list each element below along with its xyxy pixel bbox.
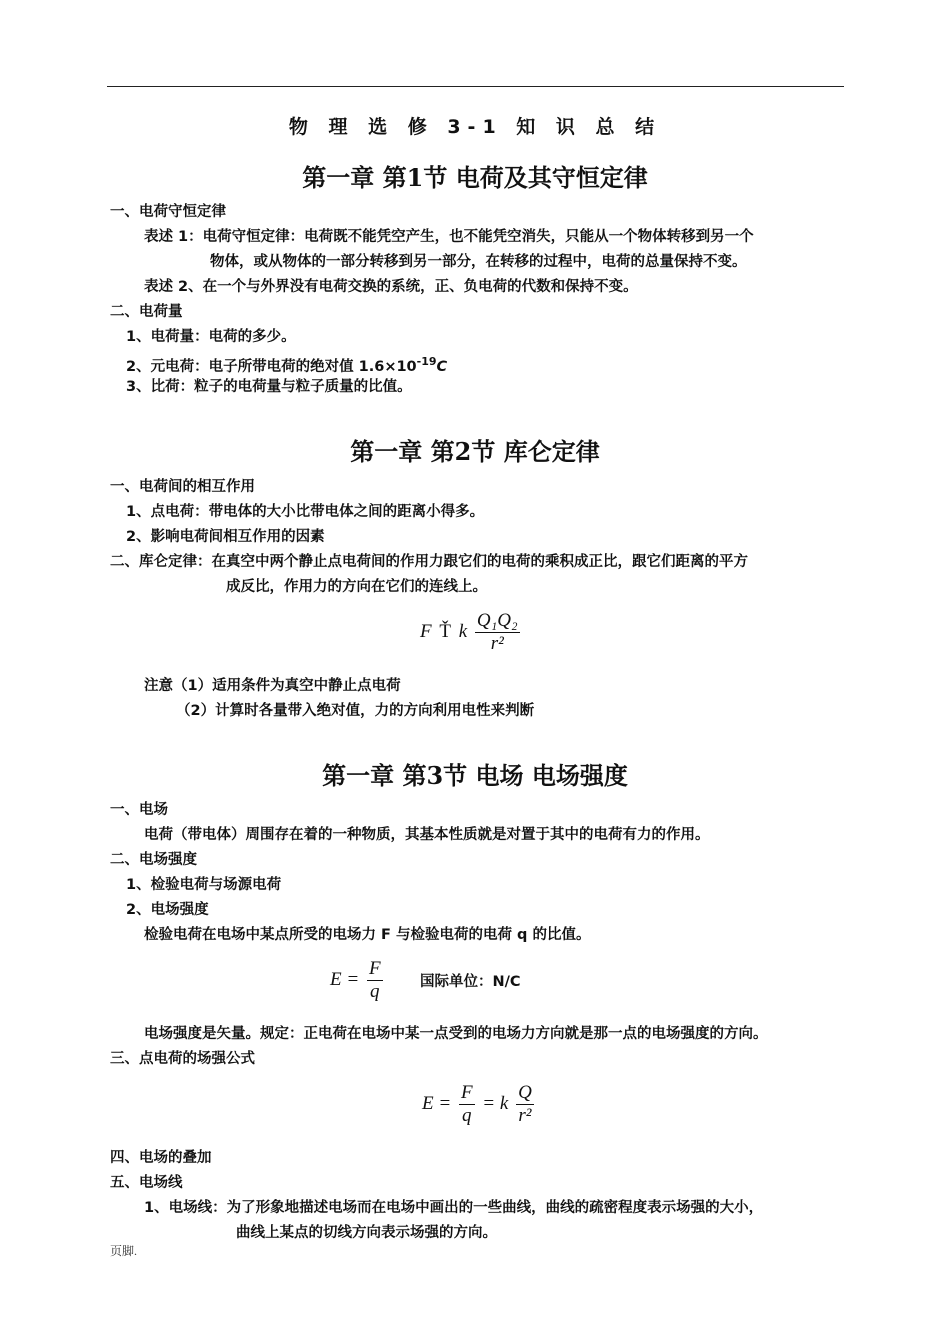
point-charge-field-formula (422, 1082, 537, 1127)
sec2-line-1: 一、电荷间的相互作用 (110, 479, 255, 495)
point-charge-numerator-1: F (460, 1082, 473, 1103)
section-3-heading: 第一章 第3节 电场 电场强度 (322, 761, 628, 790)
coulomb-numerator: Q₁Q₂ (476, 610, 518, 631)
header-rule (107, 86, 844, 87)
field-strength-fraction (367, 958, 383, 1003)
sec1-line-6: 1、电荷量：电荷的多少。 (126, 329, 296, 345)
sec1-line-5: 二、电荷量 (110, 304, 183, 320)
sec3-line-12: 曲线上某点的切线方向表示场强的方向。 (236, 1225, 497, 1241)
field-strength-unit: 国际单位：N/C (420, 974, 521, 990)
point-charge-fraction-1 (459, 1082, 475, 1127)
sec2-line-5: 成反比，作用力的方向在它们的连线上。 (226, 579, 487, 595)
section-2-heading: 第一章 第2节 库仑定律 (350, 437, 600, 466)
field-strength-denominator: q (369, 981, 380, 1002)
sec1-line-8: 3、比荷：粒子的电荷量与粒子质量的比值。 (126, 379, 412, 395)
field-strength-formula (330, 958, 386, 1003)
section-1-heading: 第一章 第1节 电荷及其守恒定律 (302, 163, 648, 192)
sec3-line-11: 1、电场线：为了形象地描述电场而在电场中画出的一些曲线，曲线的疏密程度表示场强的大小， (144, 1200, 764, 1216)
sec3-line-7: 电场强度是矢量。规定：正电荷在电场中某一点受到的电场力方向就是那一点的电场强度的方向。 (144, 1026, 768, 1042)
sec3-line-1: 一、电场 (110, 802, 168, 818)
sec3-line-6: 检验电荷在电场中某点所受的电场力 F 与检验电荷的电荷 q 的比值。 (144, 927, 591, 943)
sec1-line-1: 一、电荷守恒定律 (110, 204, 226, 220)
point-charge-fraction-2 (516, 1082, 534, 1127)
elementary-charge-text: 2、元电荷：电子所带电荷的绝对值 1.6×10 (126, 358, 417, 375)
sec3-line-8: 三、点电荷的场强公式 (110, 1051, 255, 1067)
elementary-charge-unit: C (436, 358, 448, 375)
sec3-line-2: 电荷（带电体）周围存在着的一种物质，其基本性质就是对置于其中的电荷有力的作用。 (144, 827, 710, 843)
sec3-line-5: 2、电场强度 (126, 902, 209, 918)
sec2-note-1: 注意（1）适用条件为真空中静止点电荷 (144, 678, 401, 694)
point-charge-denominator-2: r² (518, 1105, 532, 1126)
coulomb-force-symbol: F (420, 620, 432, 642)
sec1-line-2: 表述 1：电荷守恒定律：电荷既不能凭空产生，也不能凭空消失，只能从一个物体转移到另一个 (144, 229, 754, 245)
field-strength-numerator: F (368, 958, 381, 979)
page-footer: 页脚. (110, 1244, 138, 1258)
coulomb-constant: k (458, 620, 468, 642)
sec3-line-9: 四、电场的叠加 (110, 1150, 212, 1166)
sec2-line-3: 2、影响电荷间相互作用的因素 (126, 529, 325, 545)
coulomb-denominator: r² (490, 633, 504, 654)
sec1-line-7 (126, 352, 447, 377)
document-title: 物 理 选 修 3-1 知 识 总 结 (288, 116, 662, 138)
field-strength-left: E = (330, 968, 360, 990)
point-charge-denominator-1: q (461, 1105, 472, 1126)
sec1-line-3: 物体，或从物体的一部分转移到另一部分，在转移的过程中，电荷的总量保持不变。 (210, 254, 747, 270)
sec2-note-2: （2）计算时各量带入绝对值，力的方向利用电性来判断 (176, 703, 535, 719)
coulomb-formula (420, 610, 523, 655)
coulomb-relation-symbol: Ť (439, 620, 451, 642)
sec2-line-4: 二、库仑定律：在真空中两个静止点电荷间的作用力跟它们的电荷的乘积成正比，跟它们距离的平方 (110, 554, 748, 570)
elementary-charge-exponent: -19 (416, 355, 437, 368)
point-charge-left: E = (422, 1092, 452, 1114)
sec3-line-10: 五、电场线 (110, 1175, 183, 1191)
sec3-line-4: 1、检验电荷与场源电荷 (126, 877, 282, 893)
coulomb-fraction (475, 610, 520, 655)
sec2-line-2: 1、点电荷：带电体的大小比带电体之间的距离小得多。 (126, 504, 485, 520)
sec3-line-3: 二、电场强度 (110, 852, 197, 868)
point-charge-numerator-2: Q (518, 1082, 532, 1103)
point-charge-middle: = k (482, 1092, 509, 1114)
sec1-line-4: 表述 2、在一个与外界没有电荷交换的系统，正、负电荷的代数和保持不变。 (144, 279, 638, 295)
